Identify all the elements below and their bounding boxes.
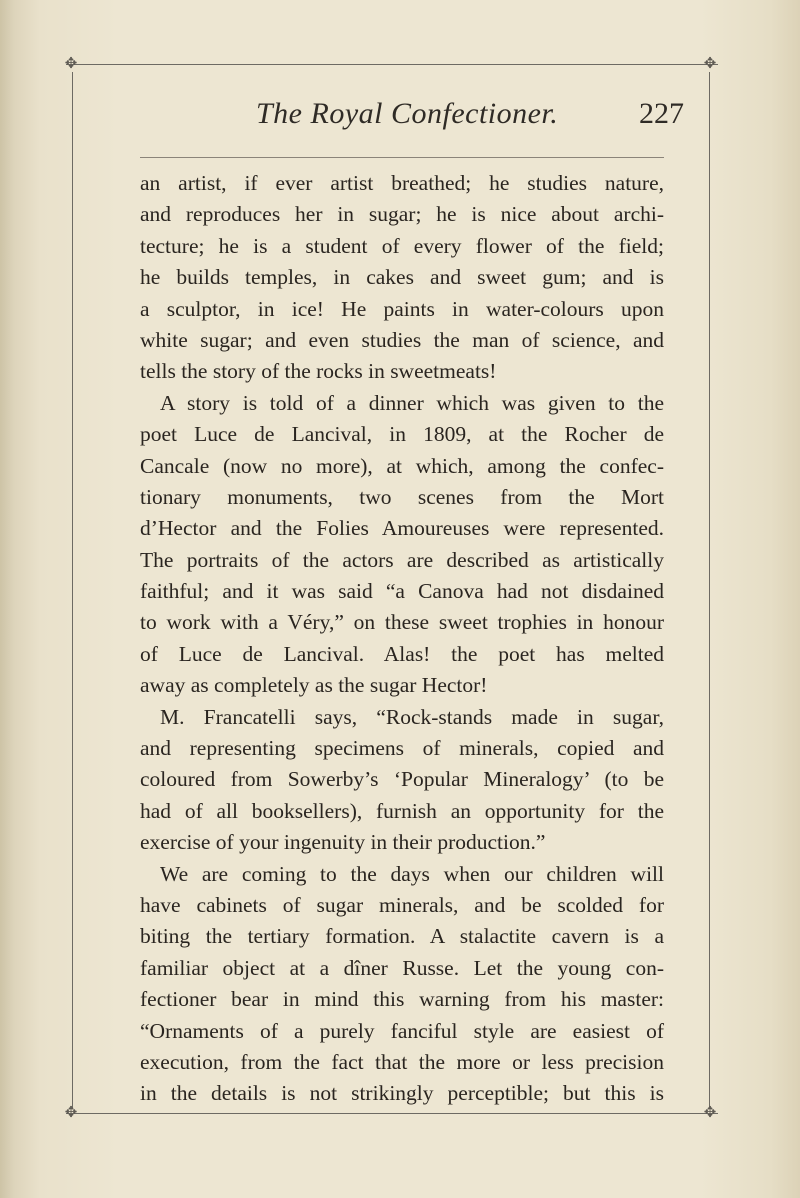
text-line: had of all booksellers), furnish an opportunity for the [140, 798, 664, 823]
bottom-left-ornament-icon: ✥ [64, 1105, 78, 1121]
text-line: he builds temples, in cakes and sweet gum; and is [140, 265, 664, 290]
text-line: M. Francatelli says, “Rock-stands made in sugar, [160, 704, 664, 729]
text-line: familiar object at a dîner Russe. Let the young con- [140, 955, 664, 980]
text-line: faithful; and it was said “a Canova had not disdained [140, 579, 664, 604]
text-line: to work with a Véry,” on these sweet trophies in honour [140, 610, 664, 635]
text-line: in the details is not strikingly perceptible; but this is [140, 1081, 664, 1106]
text-line: a sculptor, in ice! He paints in water-colours upon [140, 296, 664, 321]
text-line: tells the story of the rocks in sweetmeats! [140, 359, 497, 384]
body-text [140, 168, 664, 1110]
text-line: an artist, if ever artist breathed; he studies nature, [140, 171, 664, 195]
text-line: tecture; he is a student of every flower of the field; [140, 233, 664, 258]
text-line: exercise of your ingenuity in their production.” [140, 830, 546, 855]
text-line: of Luce de Lancival. Alas! the poet has melted [140, 641, 664, 666]
right-border-rule [709, 72, 710, 1108]
text-line: Cancale (now no more), at which, among the confec- [140, 453, 664, 478]
text-line: execution, from the fact that the more or less precision [140, 1049, 664, 1074]
top-border-rule [66, 64, 718, 65]
left-border-rule [72, 72, 73, 1108]
text-line: coloured from Sowerby’s ‘Popular Mineralogy’ (to be [140, 767, 664, 792]
text-line: We are coming to the days when our children will [160, 861, 664, 886]
text-line: d’Hector and the Folies Amoureuses were represented. [140, 516, 664, 541]
page-header [118, 97, 684, 137]
running-title: The Royal Confectioner. [256, 97, 559, 130]
text-line: poet Luce de Lancival, in 1809, at the Rocher de [140, 422, 664, 447]
page-number: 227 [639, 97, 684, 130]
text-line: The portraits of the actors are described as artistically [140, 547, 664, 572]
text-line: fectioner bear in mind this warning from his master: [140, 987, 664, 1012]
text-line: tionary monuments, two scenes from the Mort [140, 484, 664, 509]
text-line: white sugar; and even studies the man of science, and [140, 327, 664, 352]
bottom-border-rule [66, 1113, 718, 1114]
text-line: and representing specimens of minerals, copied and [140, 736, 664, 761]
text-line: A story is told of a dinner which was given to the [160, 390, 664, 415]
text-line: and reproduces her in sugar; he is nice about archi- [140, 202, 664, 227]
header-rule [140, 157, 664, 158]
text-line: biting the tertiary formation. A stalactite cavern is a [140, 924, 664, 949]
bottom-right-ornament-icon: ✥ [703, 1105, 717, 1121]
top-left-ornament-icon: ✥ [64, 56, 78, 72]
text-line: away as completely as the sugar Hector! [140, 673, 488, 698]
text-line: “Ornaments of a purely fanciful style are easiest of [140, 1018, 664, 1043]
text-line: have cabinets of sugar minerals, and be scolded for [140, 892, 664, 917]
top-right-ornament-icon: ✥ [703, 56, 717, 72]
